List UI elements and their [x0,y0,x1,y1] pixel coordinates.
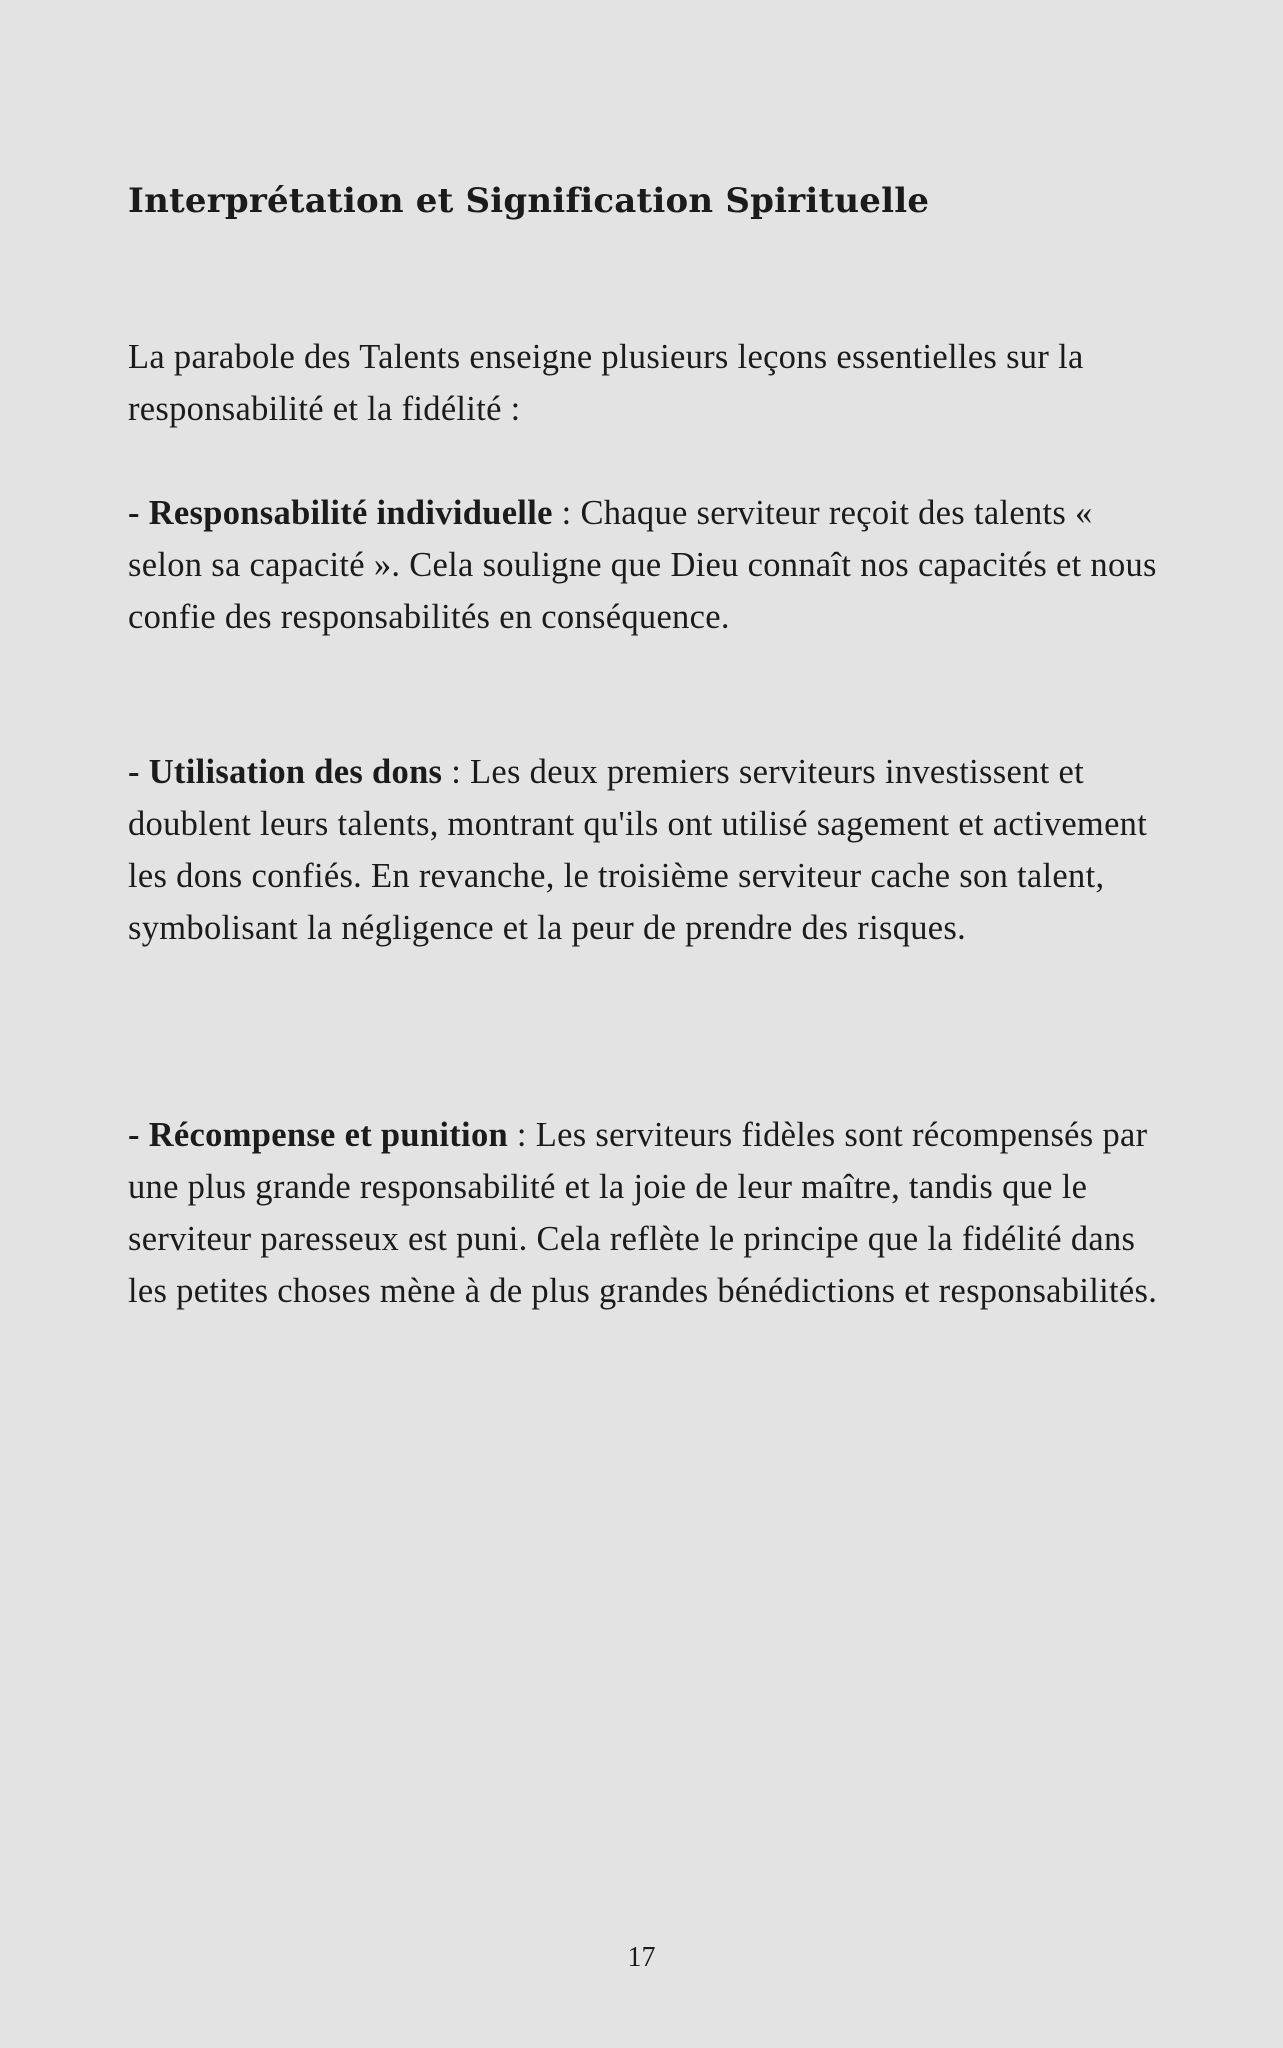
intro-paragraph: La parabole des Talents enseigne plusieurs leçons essentielles sur la responsabilité et la fidélité : [128,338,1084,428]
point-label: - Responsabilité individuelle [128,494,553,532]
point-separator: : [507,1116,536,1154]
point-label: - Récompense et punition [128,1116,508,1154]
point-responsabilite [128,487,1168,643]
point-label: - Utilisation des dons [128,753,443,791]
page-number: 17 [627,1942,656,1973]
point-recompense [128,1109,1168,1317]
point-text: Chaque serviteur reçoit des talents « selon sa capacité ». Cela souligne que Dieu connaît nos capacités et nous confie des responsabilités en conséquence. [128,494,1157,636]
point-utilisation [128,746,1168,954]
section-heading: Interprétation et Signification Spirituelle [128,181,930,221]
point-text: Les deux premiers serviteurs investissent et doublent leurs talents, montrant qu'ils ont utilisé sagement et activement les dons confiés. En revanche, le troisième serviteur cache son talent, symbolisant la négligence et la peur de prendre des risques. [128,753,1148,947]
point-separator: : [442,753,471,791]
point-separator: : [552,494,581,532]
point-text: Les serviteurs fidèles sont récompensés par une plus grande responsabilité et la joie de leur maître, tandis que le serviteur paresseux est puni. Cela reflète le principe que la fidélité dans les petites choses mène à de plus grandes bénédictions et responsabilités. [128,1116,1158,1310]
